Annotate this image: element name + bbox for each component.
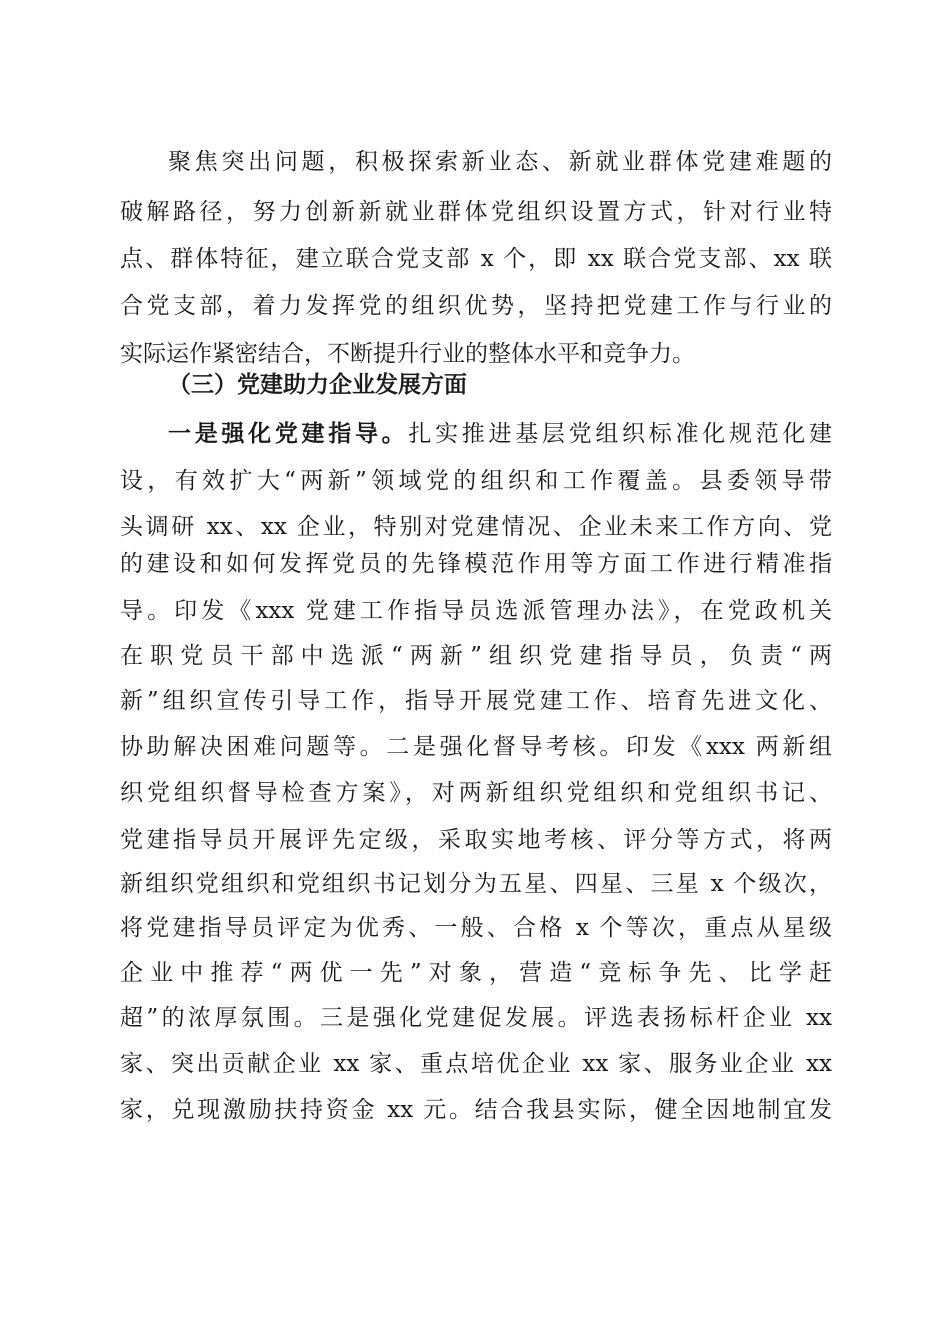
paragraph-2-line-2: 设，有效扩大“两新”领域党的组织和工作覆盖。县委领导带 [120, 468, 832, 494]
paragraph-2-line-15: 家、突出贡献企业 xx 家、重点培优企业 xx 家、服务业企业 xx [120, 1051, 832, 1077]
paragraph-2-line-7: 新”组织宣传引导工作，指导开展党建工作、培育先进文化、 [120, 688, 832, 714]
paragraph-2-line-8: 协助解决困难问题等。二是强化督导考核。印发《xxx 两新组 [120, 734, 832, 760]
paragraph-2-line-14: 超”的浓厚氛围。三是强化党建促发展。评选表扬标杆企业 xx [120, 1005, 832, 1031]
paragraph-1-line-5: 实际运作紧密结合，不断提升行业的整体水平和竞争力。 [120, 341, 695, 367]
paragraph-2-line-16: 家，兑现激励扶持资金 xx 元。结合我县实际，健全因地制宜发 [120, 1097, 832, 1123]
section-heading: （三）党建助力企业发展方面 [168, 372, 467, 398]
paragraph-1-line-2: 破解路径，努力创新新就业群体党组织设置方式，针对行业特 [120, 199, 832, 225]
paragraph-2-line-4: 的建设和如何发挥党员的先锋模范作用等方面工作进行精准指 [120, 551, 832, 577]
paragraph-2-line-11: 新组织党组织和党组织书记划分为五星、四星、三星 x 个级次， [120, 871, 832, 897]
paragraph-2-line-5: 导。印发《xxx 党建工作指导员选派管理办法》，在党政机关 [120, 598, 832, 624]
paragraph-1-line-4: 合党支部，着力发挥党的组织优势，坚持把党建工作与行业的 [120, 293, 832, 319]
paragraph-2-line-1 [168, 418, 832, 450]
paragraph-2-line-10: 党建指导员开展评先定级，采取实地考核、评分等方式，将两 [120, 827, 832, 853]
paragraph-2-lead: 一是强化党建指导。 [168, 421, 409, 447]
paragraph-2-line-9: 织党组织督导检查方案》，对两新组织党组织和党组织书记、 [120, 780, 832, 806]
paragraph-2-line-6: 在职党员干部中选派“两新”组织党建指导员，负责“两 [120, 643, 832, 669]
paragraph-1-line-3: 点、群体特征，建立联合党支部 x 个，即 xx 联合党支部、xx 联 [120, 246, 832, 272]
paragraph-2-line-1-rest: 扎实推进基层党组织标准化规范化建 [408, 421, 833, 447]
paragraph-1-line-1: 聚焦突出问题，积极探索新业态、新就业群体党建难题的 [168, 149, 832, 175]
paragraph-2-line-12: 将党建指导员评定为优秀、一般、合格 x 个等次，重点从星级 [120, 915, 832, 941]
paragraph-2-line-3: 头调研 xx、xx 企业，特别对党建情况、企业未来工作方向、党 [120, 514, 832, 540]
paragraph-2-line-13: 企业中推荐“两优一先”对象，营造“竞标争先、比学赶 [120, 960, 832, 986]
